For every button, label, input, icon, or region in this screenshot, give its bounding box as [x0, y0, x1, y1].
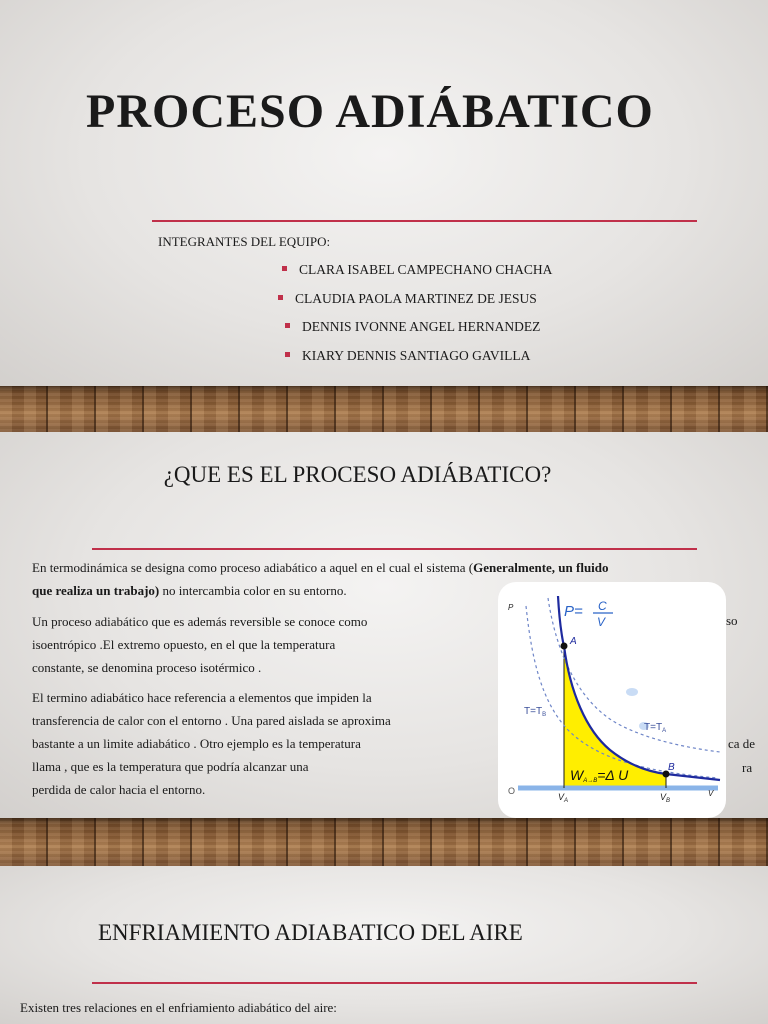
list-item: DENNIS IVONNE ANGEL HERNANDEZ — [285, 319, 540, 335]
p-axis-label: P — [508, 603, 514, 612]
bullet-icon — [285, 352, 290, 357]
isotherm-ta-label: $T=T_A$ — [644, 722, 667, 734]
pv-diagram-svg — [498, 582, 726, 818]
origin-label: O — [508, 786, 516, 796]
overflow-text-ca-de: ca de — [728, 736, 756, 751]
pv-diagram — [498, 582, 726, 818]
adiabatic-term-paragraph: El termino adiabático hace referencia a elementos que impiden la transferencia de calor con el entorno . Una pared aislada se aproxima bastante a un limite adiabático . Otro ejemplo es la temperatura llama , que es la temperatura que podría alcanzar una perdida de calor hacia el entorno. — [32, 690, 391, 797]
formula-numerator: C — [598, 599, 607, 613]
isoentropic-paragraph: Un proceso adiabático que es además reversible se conoce como isoentrópico .El extremo opuesto, en el que la temperatura constante, se denomina proceso isotérmico . — [32, 614, 368, 675]
formula-lhs: P= — [564, 603, 583, 620]
team-heading: INTEGRANTES DEL EQUIPO: — [158, 234, 331, 249]
section-divider — [92, 548, 697, 550]
section-title: ENFRIAMIENTO ADIABATICO DEL AIRE — [98, 920, 523, 945]
section-divider — [92, 982, 697, 984]
point-a-label: A — [570, 636, 577, 647]
isotherm-tb-label: $T=T_B$ — [524, 706, 547, 718]
list-item: CLAUDIA PAOLA MARTINEZ DE JESUS — [278, 291, 537, 307]
vb-label: $V_B$ — [660, 792, 671, 804]
work-label: WA→B=Δ U — [570, 767, 629, 784]
formula-denominator: V — [597, 615, 606, 629]
presentation-title: PROCESO ADIÁBATICO — [86, 85, 654, 138]
title-divider — [152, 220, 697, 222]
list-item: KIARY DENNIS SANTIAGO GAVILLA — [285, 348, 530, 364]
va-label: $V_A$ — [558, 792, 569, 804]
wood-floor-divider — [0, 818, 768, 866]
slide-cooling — [0, 866, 768, 1024]
list-item: CLARA ISABEL CAMPECHANO CHACHA — [282, 262, 552, 278]
wood-floor-divider — [0, 386, 768, 432]
slide-definition — [0, 432, 768, 818]
point-b-label: B — [668, 762, 675, 773]
section-title: ¿QUE ES EL PROCESO ADIÁBATICO? — [163, 462, 552, 487]
v-axis-label: V — [708, 789, 714, 798]
bullet-icon — [278, 295, 283, 300]
isotherm-tb — [526, 606, 718, 778]
bullet-icon — [282, 266, 287, 271]
decor-blob — [626, 688, 638, 696]
cooling-paragraph: Existen tres relaciones en el enfriamiento adiabático del aire: — [20, 1000, 337, 1015]
definition-paragraph: En termodinámica se designa como proceso adiabático a aquel en el cual el sistema (Generalmente, un fluido que realiza un trabajo) no intercambia color en su entorno. — [32, 560, 609, 598]
point-a-marker — [561, 643, 568, 650]
overflow-text-so: so — [726, 613, 738, 628]
bullet-icon — [285, 323, 290, 328]
slide-title — [0, 0, 768, 386]
overflow-text-ra: ra — [742, 760, 753, 775]
